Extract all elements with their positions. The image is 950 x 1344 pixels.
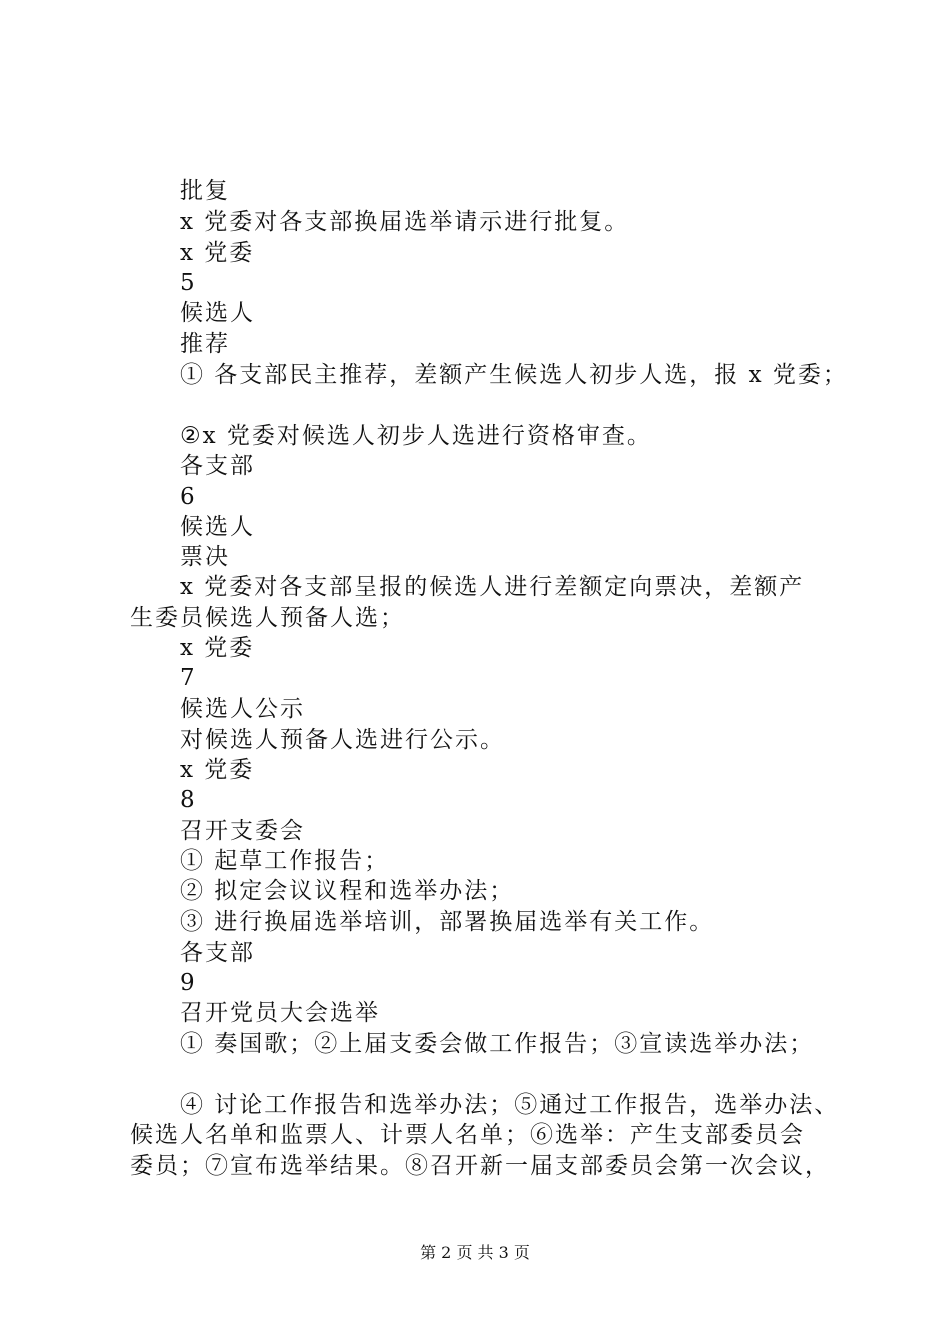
text-line: 候选人公示 <box>180 696 305 722</box>
text-line: x 党委 <box>180 240 255 266</box>
text-line: ④ 讨论工作报告和选举办法；⑤通过工作报告，选举办法、 <box>180 1092 840 1118</box>
text-line: 生委员候选人预备人选； <box>130 605 405 631</box>
text-line: 委员；⑦宣布选举结果。⑧召开新一届支部委员会第一次会议， <box>130 1153 830 1179</box>
text-line: ① 奏国歌；②上届支委会做工作报告；③宣读选举办法； <box>180 1031 815 1057</box>
text-line: 对候选人预备人选进行公示。 <box>180 727 505 753</box>
text-line: 票决 <box>180 544 230 570</box>
text-line: 候选人 <box>180 514 255 540</box>
text-line: ① 各支部民主推荐，差额产生候选人初步人选，报 x 党委； <box>180 362 848 388</box>
text-line: 候选人名单和监票人、计票人名单；⑥选举：产生支部委员会 <box>130 1122 805 1148</box>
text-line: ②x 党委对候选人初步人选进行资格审查。 <box>180 423 652 449</box>
text-line: ③ 进行换届选举培训，部署换届选举有关工作。 <box>180 909 715 935</box>
text-line: x 党委对各支部换届选举请示进行批复。 <box>180 209 630 235</box>
text-line: 推荐 <box>180 331 230 357</box>
text-line: 各支部 <box>180 453 255 479</box>
text-line: 批复 <box>180 178 230 204</box>
text-line: 8 <box>180 787 197 813</box>
text-line: 9 <box>180 970 197 996</box>
text-line: 召开党员大会选举 <box>180 1000 380 1026</box>
text-line: 5 <box>180 270 197 296</box>
text-line: x 党委 <box>180 635 255 661</box>
text-line: 各支部 <box>180 940 255 966</box>
text-line: 6 <box>180 484 197 510</box>
page-number-footer: 第 2 页 共 3 页 <box>420 1243 530 1262</box>
text-line: 召开支委会 <box>180 818 305 844</box>
text-line: ② 拟定会议议程和选举办法； <box>180 878 515 904</box>
text-line: 7 <box>180 665 197 691</box>
text-line: 候选人 <box>180 300 255 326</box>
text-line: x 党委 <box>180 757 255 783</box>
text-line: ① 起草工作报告； <box>180 848 390 874</box>
text-line: x 党委对各支部呈报的候选人进行差额定向票决，差额产 <box>180 574 805 600</box>
